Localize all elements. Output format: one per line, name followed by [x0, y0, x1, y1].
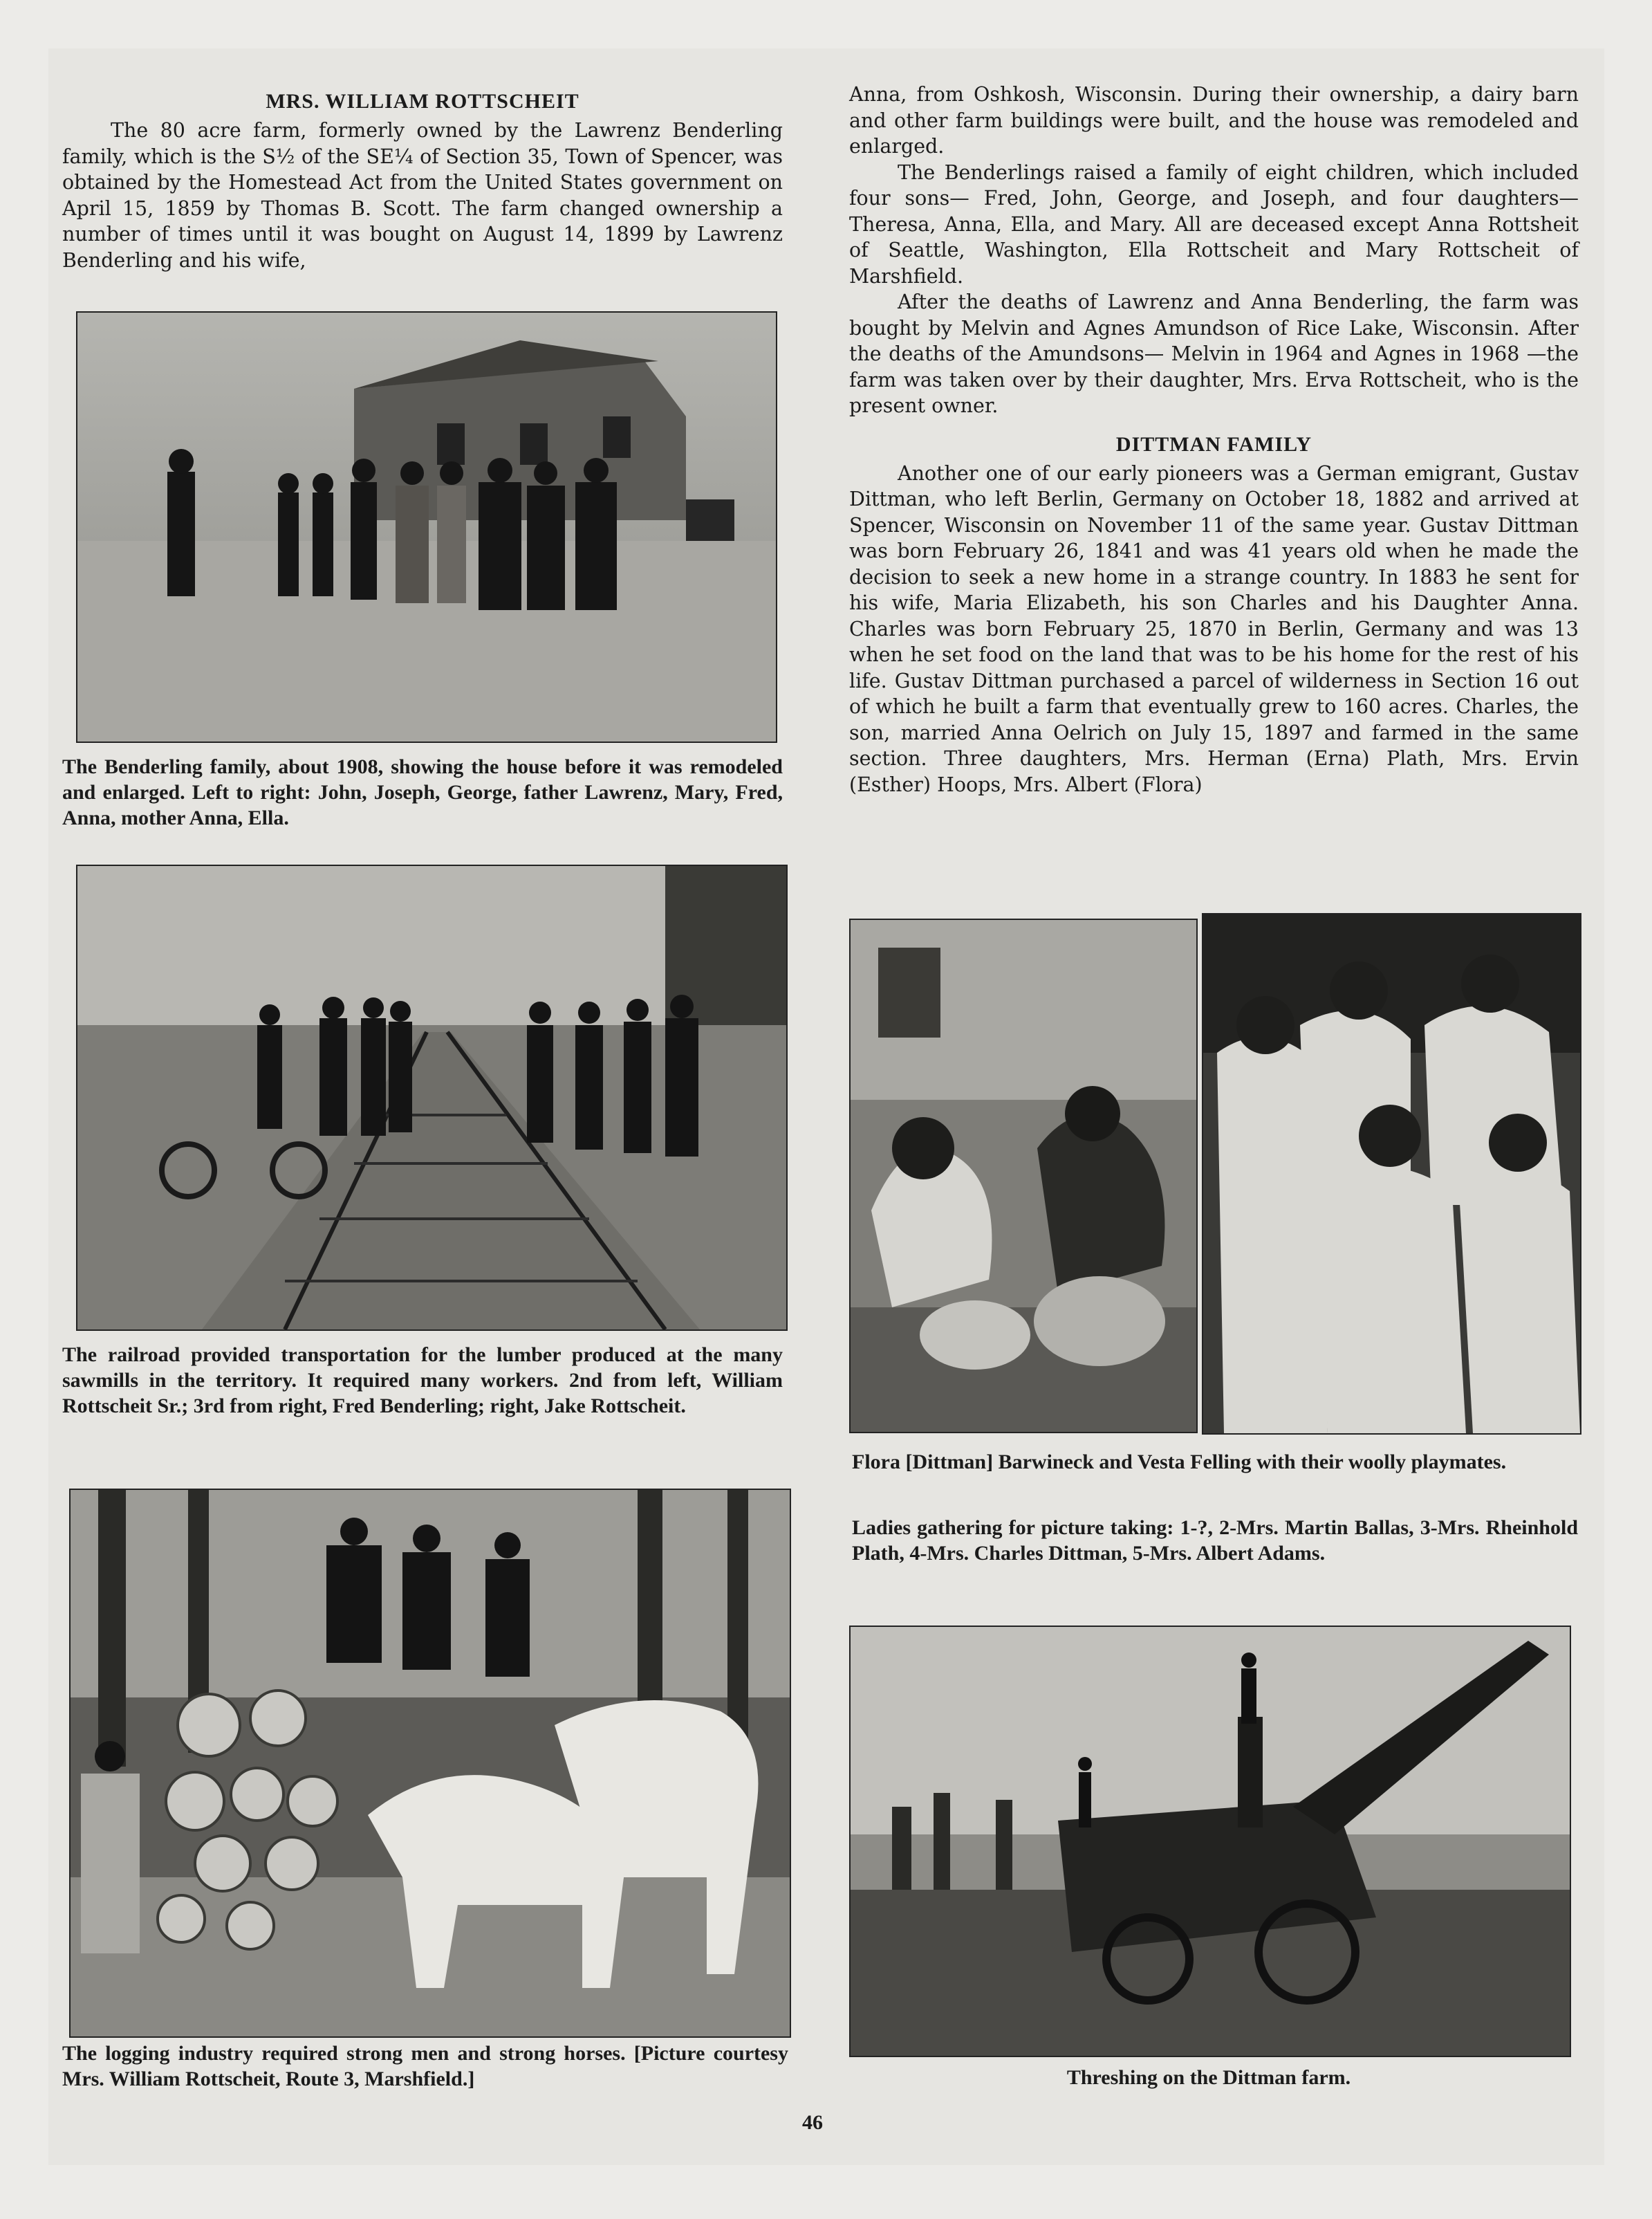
caption-benderling-family: The Benderling family, about 1908, showing the house before it was remodeled and enlarged. Left to right: John, Joseph, George, father Lawrenz, Mary, Fred, Anna, mother Anna, Ella. — [62, 755, 783, 829]
caption-threshing: Threshing on the Dittman farm. — [1066, 2066, 1351, 2089]
threshing-photo — [849, 1626, 1571, 2057]
rottscheit-paragraph-3: After the deaths of Lawrenz and Anna Benderling, the farm was bought by Melvin and Agnes Amundson of Rice Lake, Wisconsin. After the deaths of the Amundsons— Melvin in 1964 and Agnes in 1968 —the farm was taken over by their daughter, Mrs. Erva Rottscheit, who is the present owner. — [849, 291, 1579, 417]
railroad-photo — [76, 865, 788, 1331]
caption-flora-vesta: Flora [Dittman] Barwineck and Vesta Felling with their woolly playmates. — [852, 1451, 1507, 1473]
rottscheit-paragraph-2: The Benderlings raised a family of eight children, which included four sons— Fred, John, George, and Joseph, and four daughters— Theresa, Anna, Ella, and Mary. All are deceased except Anna Rottsheit of Seattle, Washington, Ella Rottscheit and Mary Rottscheit of Marshfield. — [849, 160, 1579, 288]
flora-vesta-photo — [849, 919, 1198, 1433]
caption-ladies: Ladies gathering for picture taking: 1-?, 2-Mrs. Martin Ballas, 3-Mrs. Rheinhold Plath, 4-Mrs. Charles Dittman, 5-Mrs. Albert Adams. — [852, 1516, 1578, 1565]
caption-railroad: The railroad provided transportation for the lumber produced at the many sawmills in the territory. It required many workers. 2nd from left, William Rottscheit Sr.; 3rd from right, Fred Benderling; right, Jake Rottscheit. — [62, 1343, 783, 1417]
section-heading-dittman: DITTMAN FAMILY — [1115, 432, 1312, 456]
rottscheit-intro — [62, 89, 783, 273]
logging-photo — [69, 1489, 791, 2038]
right-column-text — [849, 82, 1579, 798]
dittman-paragraph-1: Another one of our early pioneers was a German emigrant, Gustav Dittman, who left Berlin, Germany on October 18, 1882 and arrived at Spencer, Wisconsin on November 11 of the same year. Gustav Dittman was born February 26, 1841 and was 41 years old when he made the decision to seek a new home in a strange country. In 1883 he sent for his wife, Maria Elizabeth, his son Charles and his Daughter Anna. Charles was born February 25, 1870 in Berlin, Germany and was 13 when he set food on the land that was to be his home for the rest of his life. Gustav Dittman purchased a parcel of wilderness in Section 16 out of which he built a farm that eventually grew to 160 acres. Charles, the son, married Anna Oelrich on July 15, 1897 and farmed in the same section. Three daughters, Mrs. Herman (Erna) Plath, Mrs. Ervin (Esther) Hoops, Mrs. Albert (Flora) — [849, 461, 1579, 796]
ladies-photo — [1202, 913, 1581, 1435]
caption-logging: The logging industry required strong men and strong horses. [Picture courtesy Mrs. William Rottscheit, Route 3, Marshfield.] — [62, 2042, 788, 2090]
rottscheit-paragraph-1-cont: Anna, from Oshkosh, Wisconsin. During their ownership, a dairy barn and other farm buildings were built, and the house was remodeled and enlarged. — [849, 83, 1579, 158]
page-number: 46 — [802, 2111, 823, 2134]
benderling-family-photo — [76, 311, 777, 743]
section-heading-rottscheit: MRS. WILLIAM ROTTSCHEIT — [266, 90, 579, 113]
rottscheit-paragraph-1: The 80 acre farm, formerly owned by the Lawrenz Benderling family, which is the S½ of the SE¼ of Section 35, Town of Spencer, was obtained by the Homestead Act from the United States government on April 15, 1859 by Thomas B. Scott. The farm changed ownership a number of times until it was bought on August 14, 1899 by Lawrenz Benderling and his wife, — [62, 119, 783, 272]
